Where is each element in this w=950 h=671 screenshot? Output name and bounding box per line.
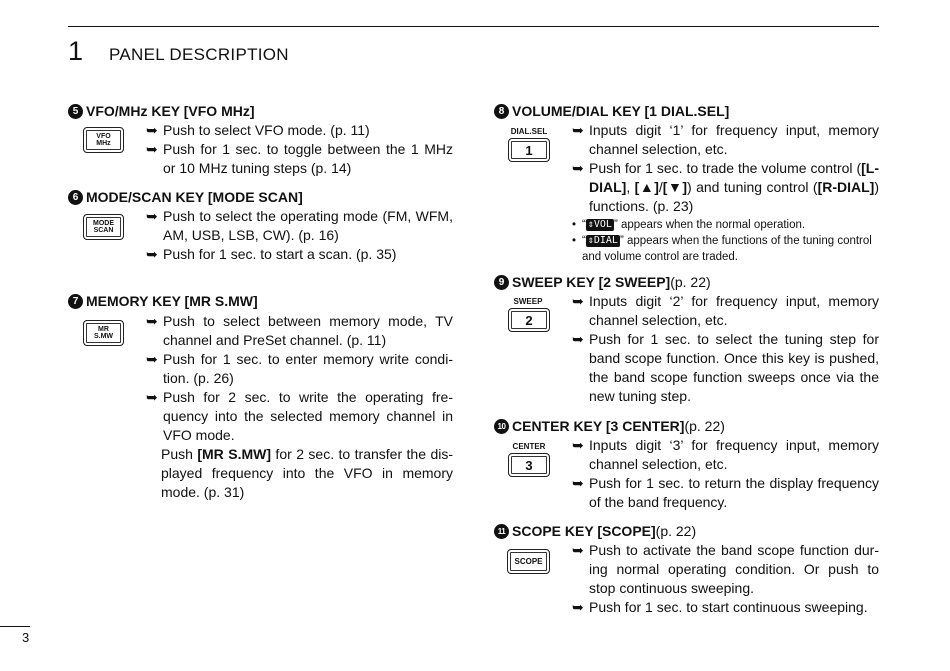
- bullet-dot-icon: •: [572, 219, 577, 231]
- note-text: Push: [161, 446, 198, 462]
- bullet-text: Push for 1 sec. to start continuous sweeping.: [589, 599, 868, 615]
- section-title: [68, 188, 303, 207]
- key-label-line: SCAN: [93, 227, 114, 234]
- scope-key-icon: [507, 549, 550, 574]
- key-label-line: MHz: [96, 140, 111, 147]
- arrow-icon: ➥: [572, 122, 584, 138]
- list-item: [572, 598, 879, 617]
- sub-note: • “ ⇕VOL ” appears when the normal operation.: [572, 219, 806, 231]
- bullet-text: ,: [626, 179, 635, 195]
- mr-smw-key-icon: [83, 320, 124, 346]
- arrow-icon: ➥: [572, 331, 584, 347]
- note-key-name: [MR S.MW]: [197, 446, 271, 462]
- bullet-list: [146, 207, 453, 264]
- sub-note-text: ” appears when the normal operation.: [613, 219, 806, 231]
- section-mode-scan-key: [68, 188, 303, 207]
- sub-note: • “ ⇕DIAL ” appears when the functions of the tuning control and volume control are traded.: [572, 235, 872, 263]
- section-sweep-key: [494, 273, 711, 292]
- bullet-list: [572, 436, 879, 512]
- chapter-title: PANEL DESCRIPTION: [109, 45, 289, 64]
- arrow-icon: ➥: [572, 542, 584, 558]
- arrow-icon: ➥: [146, 246, 158, 262]
- note-text: for 2 sec. to transfer the dis-played frequency into the VFO in memory mode. (p. 31): [161, 446, 454, 500]
- bullet-text: /: [658, 179, 663, 195]
- list-item: [572, 474, 879, 512]
- section-number-badge: 9: [494, 275, 509, 290]
- bullet-text: Push to activate the band scope function dur-ing normal operating condition. Or push to stop continuous sweeping.: [589, 542, 879, 596]
- section-title-text: SCOPE KEY [SCOPE]: [512, 523, 656, 539]
- section-title: [494, 102, 729, 121]
- section-title-text: VOLUME/DIAL KEY [1 DIAL.SEL]: [512, 103, 730, 119]
- arrow-icon: ➥: [572, 437, 584, 453]
- section-title-text: VFO/MHz KEY [VFO MHz]: [86, 103, 255, 119]
- bullet-text: Inputs digit ‘3’ for frequency input, memory channel selection, etc.: [589, 437, 879, 472]
- arrow-icon: ➥: [572, 160, 584, 176]
- bold-key: [R-DIAL]: [817, 179, 875, 195]
- section-memory-key: [68, 292, 258, 311]
- section-title: [494, 273, 711, 292]
- arrow-icon: ➥: [572, 599, 584, 615]
- arrow-icon: ➥: [572, 293, 584, 309]
- section-title-text: MEMORY KEY [MR S.MW]: [86, 293, 258, 309]
- bullet-list: [572, 292, 879, 406]
- page-number: 3: [22, 630, 30, 645]
- bullet-text: Push to select between memory mode, TV channel and PreSet channel. (p. 11): [163, 313, 453, 348]
- list-item: [146, 350, 453, 388]
- section-number-badge: 7: [68, 294, 83, 309]
- arrow-icon: ➥: [146, 351, 158, 367]
- arrow-icon: ➥: [146, 208, 158, 224]
- list-item: [572, 121, 879, 159]
- bullet-text: Push for 1 sec. to select the tuning step for band scope function. Once this key is pushed, the band scope function sweeps once via the new tuning step.: [589, 331, 879, 404]
- list-item: [146, 121, 453, 140]
- top-rule: [68, 26, 879, 27]
- section-volume-dial-key: [494, 102, 729, 121]
- dial-indicator-icon: ⇕DIAL: [587, 235, 618, 246]
- note-paragraph: [146, 445, 453, 502]
- bullet-text: ) functions. (p. 23): [589, 179, 879, 214]
- bullet-list: [146, 121, 453, 178]
- section-title: [68, 102, 255, 121]
- arrow-icon: ➥: [572, 475, 584, 491]
- bullet-text: Push for 1 sec. to trade the volume control (: [589, 160, 862, 176]
- bullet-text: Inputs digit ‘1’ for frequency input, memory channel selection, etc.: [589, 122, 879, 157]
- key-digit: 2: [525, 312, 533, 328]
- list-item: [572, 330, 879, 406]
- list-item: [146, 388, 453, 445]
- section-title: [494, 417, 725, 436]
- section-number-badge: 10: [494, 419, 509, 434]
- section-title-text: MODE/SCAN KEY [MODE SCAN]: [86, 189, 303, 205]
- sweep-key-icon: [508, 308, 550, 332]
- bullet-dot-icon: •: [572, 235, 577, 247]
- center-key-icon: [508, 453, 550, 477]
- list-item: [572, 159, 879, 216]
- bold-key: [L-DIAL]: [589, 160, 879, 195]
- section-number-badge: 5: [68, 104, 83, 119]
- arrow-icon: ➥: [146, 389, 158, 405]
- list-item: [146, 140, 453, 178]
- page-reference: (p. 22): [670, 274, 711, 290]
- key-caption: SWEEP: [513, 297, 543, 306]
- bullet-text: Push for 1 sec. to start a scan. (p. 35): [163, 246, 397, 262]
- page-header: [68, 36, 289, 67]
- section-number-badge: 11: [494, 524, 509, 539]
- dial-sel-key-icon: [508, 138, 550, 162]
- key-caption: CENTER: [512, 442, 546, 451]
- list-item: [572, 292, 879, 330]
- bullet-list: [572, 541, 879, 617]
- arrow-icon: ➥: [146, 122, 158, 138]
- list-item: [572, 541, 879, 598]
- key-digit: 3: [525, 457, 533, 473]
- sub-note-text: ” appears when the functions of the tuning control and volume control are traded.: [582, 235, 872, 263]
- key-label-line: VFO: [96, 133, 111, 140]
- key-digit: 1: [525, 142, 533, 158]
- section-title-text: SWEEP KEY [2 SWEEP]: [512, 274, 671, 290]
- bullet-text: Push to select VFO mode. (p. 11): [163, 122, 370, 138]
- bullet-text: Push to select the operating mode (FM, WFM, AM, USB, LSB, CW). (p. 16): [163, 208, 453, 243]
- list-item: [146, 312, 453, 350]
- bullet-text: Push for 1 sec. to enter memory write condi-tion. (p. 26): [163, 351, 453, 386]
- arrow-icon: ➥: [146, 313, 158, 329]
- vfo-mhz-key-icon: [83, 127, 124, 153]
- section-title-text: CENTER KEY [3 CENTER]: [512, 418, 685, 434]
- chapter-number: 1: [68, 36, 84, 66]
- list-item: [146, 245, 453, 264]
- mode-scan-key-icon: [83, 214, 124, 240]
- section-scope-key: [494, 522, 696, 541]
- section-number-badge: 8: [494, 104, 509, 119]
- bullet-list: [146, 312, 453, 502]
- bold-key: [▼]: [662, 179, 688, 195]
- section-number-badge: 6: [68, 190, 83, 205]
- footer-rule: [0, 626, 30, 627]
- section-title: [494, 522, 696, 541]
- bullet-text: Push for 1 sec. to return the display frequency of the band frequency.: [589, 475, 879, 510]
- page-reference: (p. 22): [655, 523, 697, 539]
- list-item: [146, 207, 453, 245]
- list-item: [572, 436, 879, 474]
- section-vfo-mhz-key: [68, 102, 255, 121]
- key-label-line: S.MW: [93, 333, 114, 340]
- key-label-line: MODE: [93, 220, 114, 227]
- bullet-text: Push for 1 sec. to toggle between the 1 MHz or 10 MHz tuning steps (p. 14): [163, 141, 453, 176]
- arrow-icon: ➥: [146, 141, 158, 157]
- page-reference: (p. 22): [684, 418, 725, 434]
- key-caption: DIAL.SEL: [510, 127, 548, 136]
- vol-indicator-icon: ⇕VOL: [587, 219, 612, 230]
- bold-key: [▲]: [634, 179, 659, 195]
- section-title: [68, 292, 258, 311]
- bullet-text: ) and tuning control (: [687, 179, 818, 195]
- bullet-text: Inputs digit ‘2’ for frequency input, memory channel selection, etc.: [589, 293, 879, 328]
- key-label: SCOPE: [514, 557, 543, 566]
- key-label-line: MR: [98, 326, 109, 333]
- bullet-list: [572, 121, 879, 265]
- section-center-key: [494, 417, 725, 436]
- bullet-text: Push for 2 sec. to write the operating fre-quency into the selected memory channel in VFO mode.: [163, 389, 453, 443]
